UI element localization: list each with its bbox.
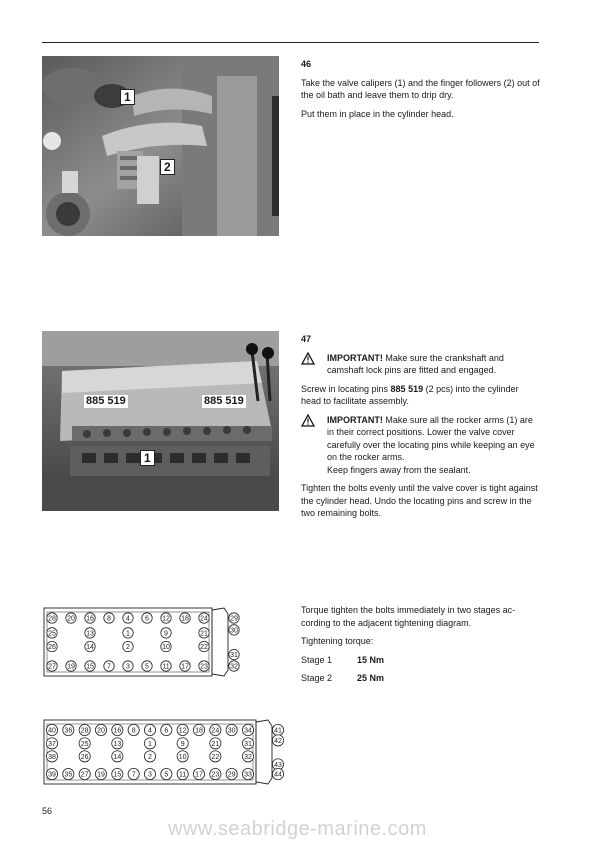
bolt-17	[180, 661, 190, 671]
svg-text:2: 2	[148, 753, 152, 761]
bolt-18	[180, 613, 190, 623]
svg-text:6: 6	[164, 727, 169, 735]
bolt-3	[123, 661, 133, 671]
svg-text:18: 18	[181, 615, 189, 623]
photo-valve-calipers	[42, 56, 279, 236]
bolt-1	[144, 738, 155, 749]
svg-text:16: 16	[113, 727, 122, 735]
svg-text:19: 19	[97, 771, 105, 779]
header-rule	[42, 42, 539, 43]
svg-text:42: 42	[274, 737, 282, 745]
torque-stage-2	[301, 672, 541, 685]
warning-icon	[301, 414, 315, 427]
svg-text:20: 20	[67, 615, 75, 623]
bolt-4	[144, 724, 155, 735]
photo46-callout-2: 2	[160, 159, 175, 175]
bolt-39	[46, 768, 57, 779]
bolt-25	[79, 738, 90, 749]
svg-text:12: 12	[178, 727, 187, 735]
bolt-26	[47, 641, 57, 651]
svg-text:27: 27	[48, 663, 56, 671]
svg-text:44: 44	[274, 771, 282, 779]
screw-text-post: (2 pcs) into the cylinder head to facilitate assembly.	[301, 383, 519, 406]
bolt-21	[210, 738, 221, 749]
svg-text:13: 13	[86, 630, 94, 638]
step-47	[301, 333, 541, 526]
bolt-12	[161, 613, 171, 623]
svg-text:29: 29	[227, 771, 236, 779]
step-46	[301, 58, 541, 126]
torque-intro: Torque tighten the bolts immediately in two stages ac-cording to the adjacent tightening diagram.	[301, 605, 516, 628]
svg-text:31: 31	[230, 652, 238, 660]
bolt-4	[123, 613, 133, 623]
bolt-15	[112, 768, 123, 779]
svg-text:15: 15	[86, 663, 94, 671]
svg-text:34: 34	[244, 727, 252, 735]
svg-text:17: 17	[181, 663, 189, 671]
important-note-1	[301, 352, 541, 377]
svg-text:41: 41	[274, 727, 282, 735]
svg-text:26: 26	[80, 753, 89, 761]
svg-text:8: 8	[131, 727, 136, 735]
stage-1-label: Stage 1	[301, 654, 333, 665]
important-note-2	[301, 414, 541, 477]
bolt-2	[144, 751, 155, 762]
important-extra: Keep fingers away from the sealant.	[327, 464, 471, 475]
svg-text:2: 2	[126, 644, 130, 652]
bolt-3	[144, 768, 155, 779]
svg-text:8: 8	[107, 615, 111, 623]
bolt-7	[104, 661, 114, 671]
bolt-9	[177, 738, 188, 749]
svg-text:36: 36	[64, 727, 73, 735]
torque-section	[301, 604, 541, 691]
svg-text:35: 35	[64, 771, 73, 779]
svg-text:23: 23	[211, 771, 220, 779]
svg-text:25: 25	[48, 630, 56, 638]
svg-text:32: 32	[230, 663, 238, 671]
important-text-1: Make sure the crankshaft and camshaft lock pins are fitted and engaged.	[327, 352, 504, 375]
tightening-diagram-4-cyl	[42, 604, 242, 680]
bolt-24	[210, 724, 221, 735]
svg-text:10: 10	[162, 644, 170, 652]
svg-text:3: 3	[126, 663, 130, 671]
bolt-35	[63, 768, 74, 779]
bolt-22	[199, 641, 209, 651]
svg-text:37: 37	[48, 740, 56, 748]
bolt-12	[177, 724, 188, 735]
photo46-callout-1: 1	[120, 89, 135, 105]
svg-text:5: 5	[145, 663, 149, 671]
svg-text:38: 38	[48, 753, 56, 761]
step-46-number: 46	[301, 59, 312, 69]
bolt-28	[79, 724, 90, 735]
bolt-5	[142, 661, 152, 671]
bolt-1	[123, 628, 133, 638]
svg-text:26: 26	[48, 644, 56, 652]
bolt-2	[123, 641, 133, 651]
bolt-28	[47, 613, 57, 623]
bolt-38	[46, 751, 57, 762]
bolt-16	[112, 724, 123, 735]
bolt-20	[95, 724, 106, 735]
photo47-pin-label-left: 885 519	[86, 395, 126, 407]
bolt-6	[161, 724, 172, 735]
torque-stage-1	[301, 654, 541, 667]
svg-text:43: 43	[274, 761, 282, 769]
bolt-31	[242, 738, 253, 749]
svg-text:17: 17	[195, 771, 203, 779]
bolt-23	[210, 768, 221, 779]
svg-text:14: 14	[86, 644, 94, 652]
bolt-27	[47, 661, 57, 671]
bolt-7	[128, 768, 139, 779]
svg-text:40: 40	[48, 727, 56, 735]
svg-text:13: 13	[113, 740, 122, 748]
svg-text:11: 11	[162, 663, 170, 671]
svg-text:3: 3	[148, 771, 152, 779]
svg-text:7: 7	[131, 771, 136, 779]
bolt-30	[226, 724, 237, 735]
bolt-8	[104, 613, 114, 623]
bolt-42	[272, 735, 283, 746]
bolt-9	[161, 628, 171, 638]
bolt-15	[85, 661, 95, 671]
bolt-6	[142, 613, 152, 623]
svg-text:22: 22	[211, 753, 220, 761]
bolt-22	[210, 751, 221, 762]
bolt-24	[199, 613, 209, 623]
bolt-34	[242, 724, 253, 735]
svg-text:7: 7	[107, 663, 111, 671]
bolt-29	[229, 613, 239, 623]
bolt-20	[66, 613, 76, 623]
svg-text:22: 22	[200, 644, 208, 652]
svg-text:30: 30	[230, 627, 238, 635]
step-46-text1: Take the valve calipers (1) and the finger followers (2) out of the oil bath and leave them to drip dry.	[301, 77, 540, 100]
svg-text:21: 21	[200, 630, 208, 638]
bolt-27	[79, 768, 90, 779]
end-cap	[212, 608, 228, 676]
bolt-16	[85, 613, 95, 623]
svg-text:9: 9	[164, 630, 168, 638]
bolt-41	[272, 724, 283, 735]
bolt-21	[199, 628, 209, 638]
page-number: 56	[42, 806, 53, 816]
svg-text:4: 4	[126, 615, 130, 623]
photo47-pin-label-right: 885 519	[204, 395, 244, 407]
important-text-2: Make sure all the rocker arms (1) are in their correct positions. Lower the valve cover carefully over the locating pins while keeping an eye on the rocker arms.	[327, 414, 535, 462]
photo-valve-cover	[42, 331, 279, 511]
bolt-11	[177, 768, 188, 779]
tighten-instruction: Tighten the bolts evenly until the valve cover is tight against the cylinder head. Undo the locating pins and screw in the two remaining bolts.	[301, 483, 538, 518]
bolt-10	[177, 751, 188, 762]
bolt-33	[242, 768, 253, 779]
svg-text:16: 16	[86, 615, 94, 623]
bolt-40	[46, 724, 57, 735]
stage-2-value: 25 Nm	[357, 673, 385, 683]
bolt-32	[229, 661, 239, 671]
svg-text:6: 6	[145, 615, 149, 623]
watermark: www.seabridge-marine.com	[168, 818, 427, 840]
important-label-1: IMPORTANT!	[327, 352, 383, 363]
screw-instruction	[301, 383, 541, 408]
bolt-14	[112, 751, 123, 762]
svg-text:28: 28	[80, 727, 89, 735]
bolt-13	[112, 738, 123, 749]
svg-text:20: 20	[97, 727, 105, 735]
svg-text:27: 27	[80, 771, 89, 779]
svg-text:25: 25	[80, 740, 89, 748]
bolt-23	[199, 661, 209, 671]
svg-text:24: 24	[211, 727, 220, 735]
bolt-44	[272, 768, 283, 779]
stage-2-label: Stage 2	[301, 673, 333, 683]
svg-text:21: 21	[211, 740, 220, 748]
svg-text:29: 29	[230, 615, 238, 623]
svg-text:33: 33	[244, 771, 252, 779]
svg-text:15: 15	[113, 771, 122, 779]
svg-text:31: 31	[244, 740, 252, 748]
step-47-number: 47	[301, 334, 312, 344]
svg-text:10: 10	[178, 753, 187, 761]
svg-text:1: 1	[126, 630, 130, 638]
svg-text:11: 11	[179, 771, 187, 779]
screw-text-pre: Screw in locating pins	[301, 383, 391, 394]
bolt-26	[79, 751, 90, 762]
bolt-19	[95, 768, 106, 779]
bolt-13	[85, 628, 95, 638]
stage-1-value: 15 Nm	[357, 654, 385, 665]
svg-text:24: 24	[200, 615, 208, 623]
bolt-18	[193, 724, 204, 735]
bolt-25	[47, 628, 57, 638]
photo47-callout-1: 1	[140, 450, 155, 466]
bolt-17	[193, 768, 204, 779]
bolt-32	[242, 751, 253, 762]
bolt-37	[46, 738, 57, 749]
bolt-19	[66, 661, 76, 671]
tightening-diagram-6-cyl	[42, 716, 287, 788]
bolt-5	[161, 768, 172, 779]
svg-text:12: 12	[162, 615, 170, 623]
bolt-10	[161, 641, 171, 651]
svg-text:18: 18	[195, 727, 203, 735]
important-label-2: IMPORTANT!	[327, 414, 383, 425]
svg-text:9: 9	[180, 740, 185, 748]
svg-text:39: 39	[48, 771, 56, 779]
svg-text:32: 32	[244, 753, 252, 761]
bolt-14	[85, 641, 95, 651]
torque-label: Tightening torque:	[301, 636, 374, 646]
bolt-30	[229, 625, 239, 635]
svg-text:1: 1	[148, 740, 152, 748]
part-number: 885 519	[390, 383, 424, 394]
svg-text:4: 4	[148, 727, 152, 735]
bolt-29	[226, 768, 237, 779]
svg-text:23: 23	[200, 663, 208, 671]
svg-text:30: 30	[227, 727, 236, 735]
svg-text:19: 19	[67, 663, 75, 671]
step-46-text2: Put them in place in the cylinder head.	[301, 108, 454, 119]
bolt-31	[229, 649, 239, 659]
warning-icon	[301, 352, 315, 365]
bolt-36	[63, 724, 74, 735]
svg-text:14: 14	[113, 753, 122, 761]
svg-text:28: 28	[48, 615, 56, 623]
svg-text:5: 5	[164, 771, 169, 779]
bolt-11	[161, 661, 171, 671]
end-cap	[256, 720, 272, 784]
bolt-8	[128, 724, 139, 735]
